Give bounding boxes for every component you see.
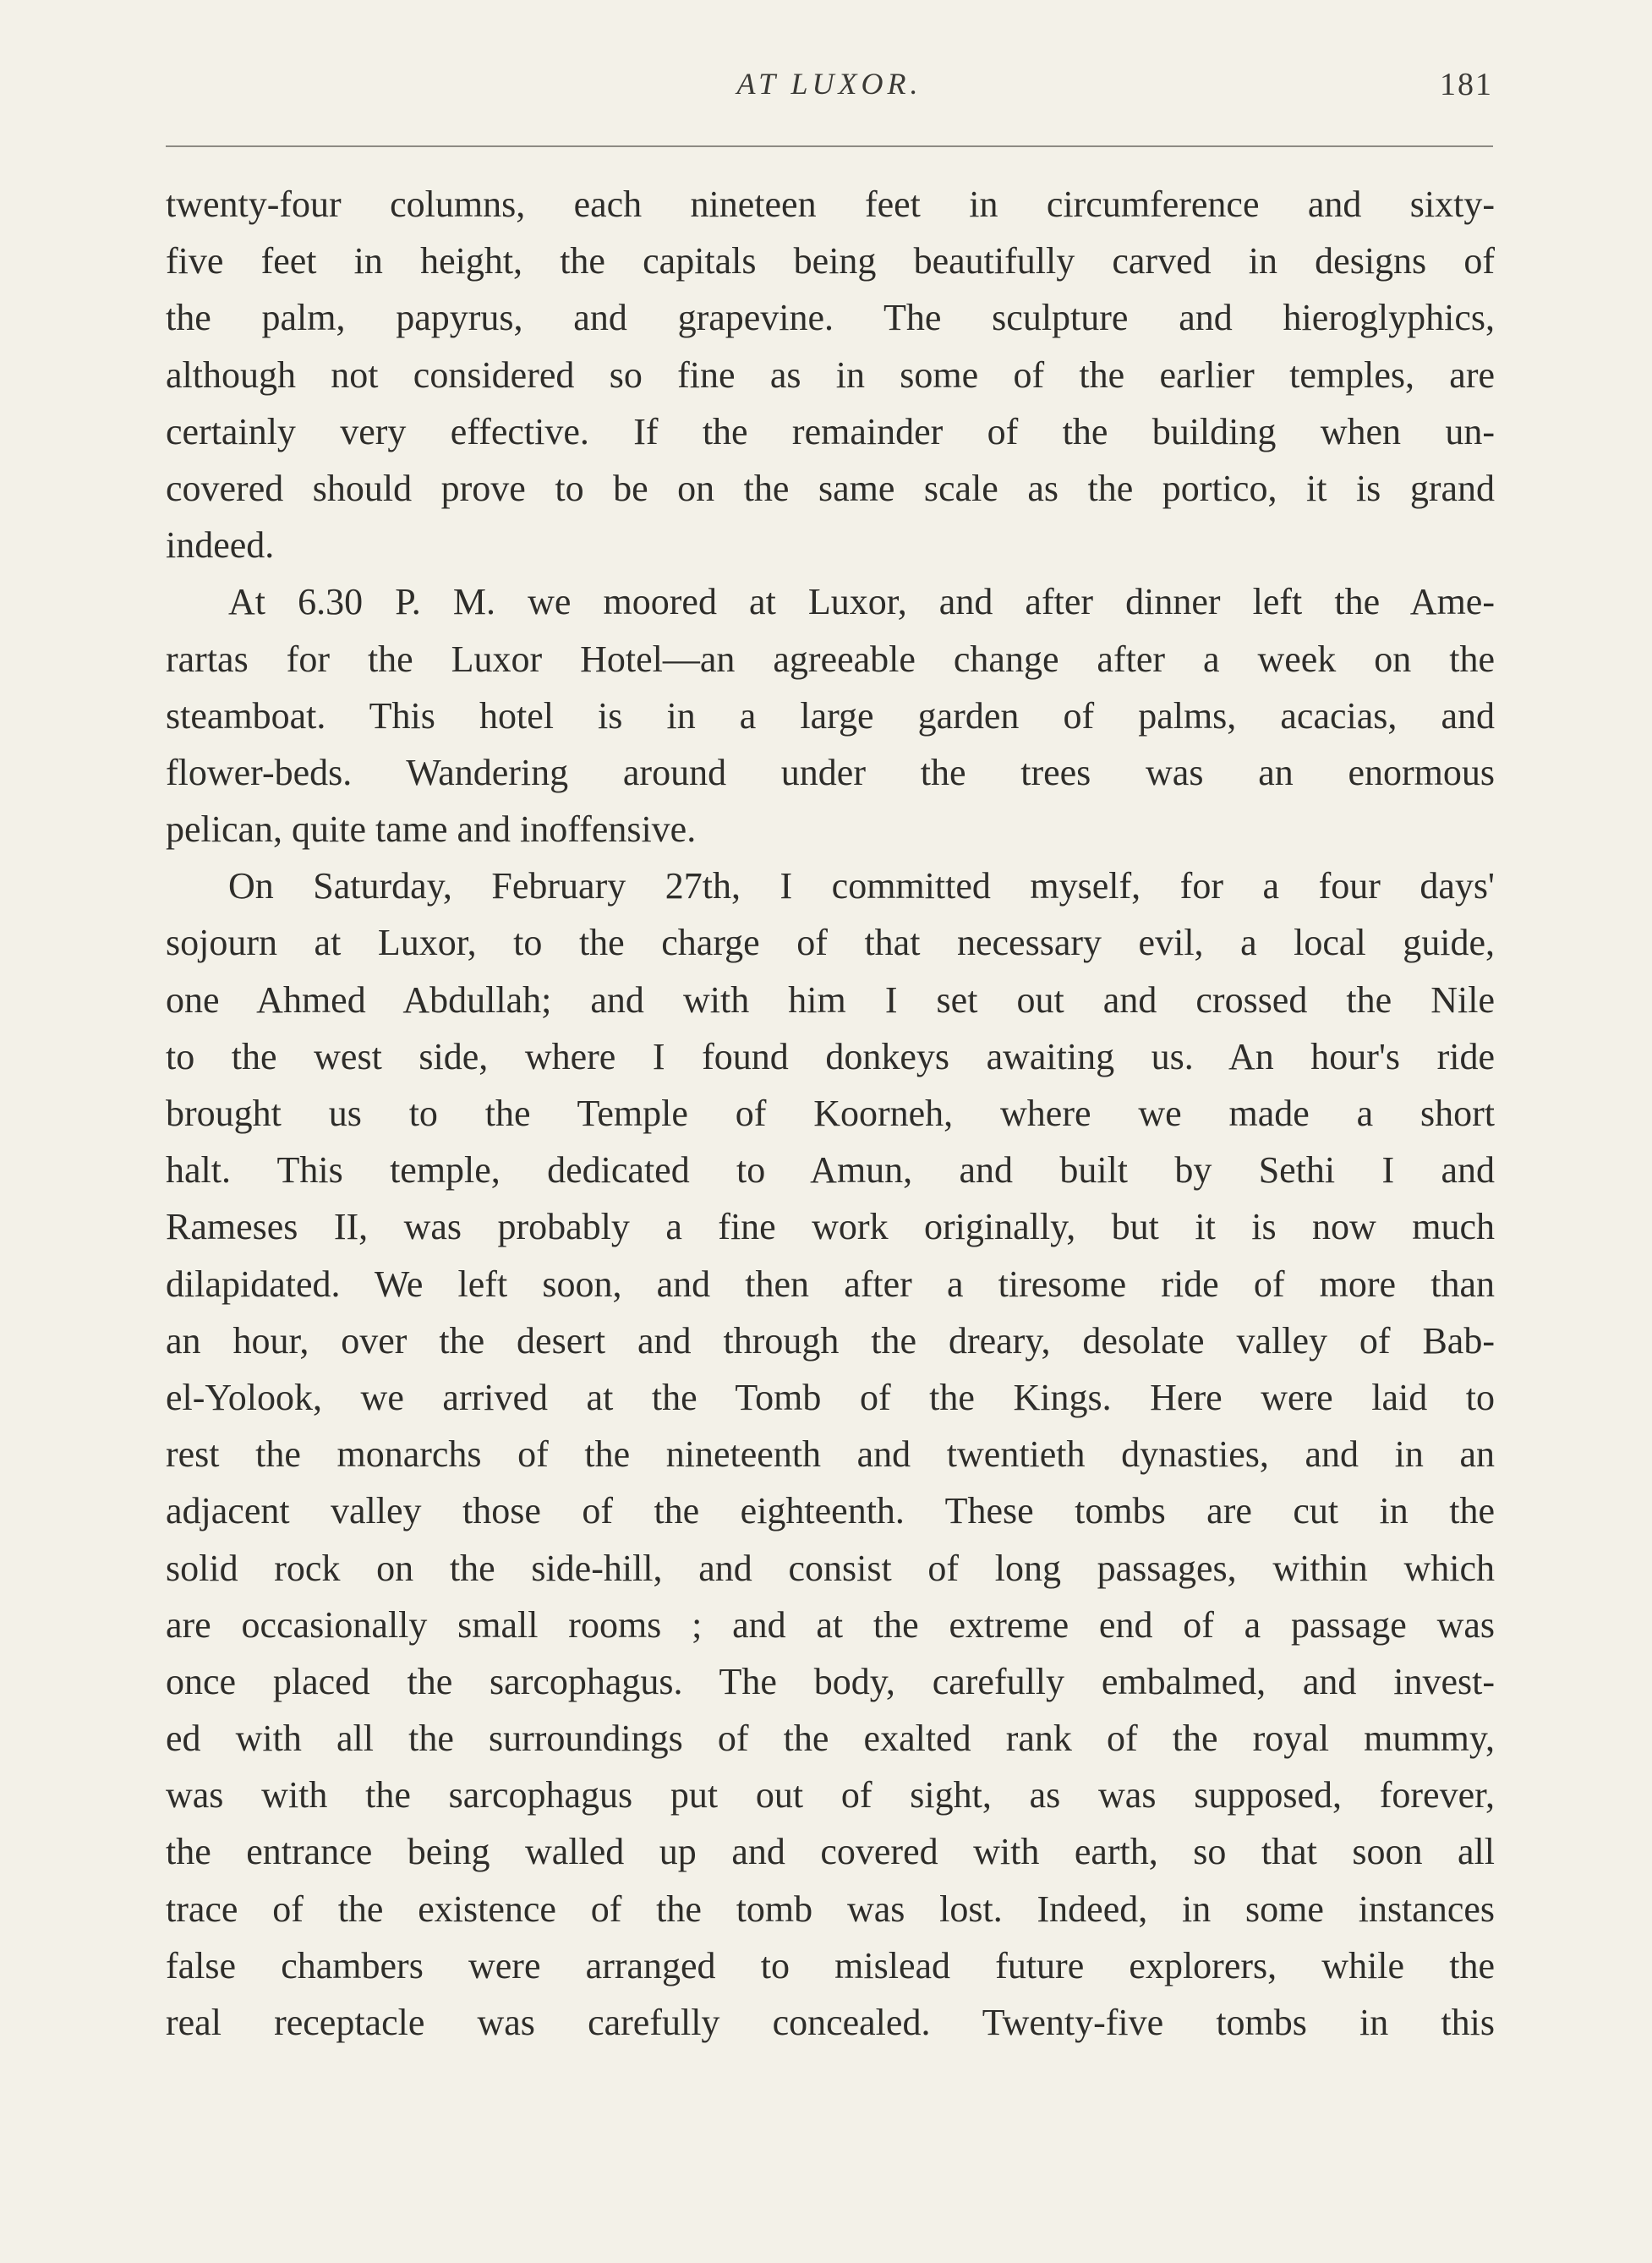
text-line: false chambers were arranged to mislead future explorers, while the — [166, 1944, 1495, 1986]
text-line: sojourn at Luxor, to the charge of that necessary evil, a local guide, — [166, 922, 1495, 964]
text-line: At 6.30 P. M. we moored at Luxor, and after dinner left the Ame- — [228, 581, 1495, 623]
text-line: five feet in height, the capitals being beautifully carved in designs of — [166, 240, 1495, 282]
text-line: the palm, papyrus, and grapevine. The sculpture and hieroglyphics, — [166, 297, 1495, 339]
text-line: although not considered so fine as in some of the earlier temples, are — [166, 353, 1495, 396]
text-line: one Ahmed Abdullah; and with him I set out and crossed the Nile — [166, 978, 1495, 1021]
text-line: covered should prove to be on the same scale as the portico, it is grand — [166, 467, 1495, 509]
text-line: the entrance being walled up and covered with earth, so that soon all — [166, 1831, 1495, 1873]
text-line: halt. This temple, dedicated to Amun, and built by Sethi I and — [166, 1149, 1495, 1192]
text-line: el-Yolook, we arrived at the Tomb of the Kings. Here were laid to — [166, 1376, 1495, 1418]
text-line: rest the monarchs of the nineteenth and twentieth dynasties, and in an — [166, 1433, 1495, 1476]
text-line: was with the sarcophagus put out of sight, as was supposed, forever, — [166, 1774, 1495, 1816]
text-line: once placed the sarcophagus. The body, carefully embalmed, and invest- — [166, 1660, 1495, 1702]
text-line: twenty-four columns, each nineteen feet in circumference and sixty- — [166, 184, 1495, 225]
text-line: adjacent valley those of the eighteenth. These tombs are cut in the — [166, 1490, 1495, 1532]
header-rule — [166, 145, 1493, 147]
text-line: pelican, quite tame and inoffensive. — [166, 808, 697, 851]
text-line: ed with all the surroundings of the exalted rank of the royal mummy, — [166, 1718, 1495, 1760]
text-line: indeed. — [166, 524, 275, 567]
text-line: Rameses II, was probably a fine work originally, but it is now much — [166, 1206, 1495, 1248]
text-line: brought us to the Temple of Koorneh, where we made a short — [166, 1093, 1495, 1134]
text-line: trace of the existence of the tomb was lost. Indeed, in some instances — [166, 1888, 1495, 1930]
text-line: real receptacle was carefully concealed. Twenty-five tombs in this — [166, 2002, 1495, 2043]
text-line: are occasionally small rooms ; and at the extreme end of a passage was — [166, 1603, 1495, 1646]
text-line: certainly very effective. If the remainder of the building when un- — [166, 410, 1495, 452]
text-line: On Saturday, February 27th, I committed myself, for a four days' — [228, 865, 1495, 907]
page-number: 181 — [1440, 67, 1493, 102]
text-line: flower-beds. Wandering around under the trees was an enormous — [166, 751, 1495, 793]
running-title: AT LUXOR. — [736, 67, 922, 101]
running-head — [166, 63, 1493, 113]
body-text — [166, 176, 1495, 2051]
text-line: dilapidated. We left soon, and then after a tiresome ride of more than — [166, 1263, 1495, 1305]
text-line: solid rock on the side-hill, and consist of long passages, within which — [166, 1547, 1495, 1589]
text-line: to the west side, where I found donkeys awaiting us. An hour's ride — [166, 1035, 1495, 1077]
text-line: steamboat. This hotel is in a large garden of palms, acacias, and — [166, 694, 1495, 737]
text-line: an hour, over the desert and through the dreary, desolate valley of Bab- — [166, 1319, 1495, 1362]
text-line: rartas for the Luxor Hotel—an agreeable change after a week on the — [166, 638, 1495, 680]
